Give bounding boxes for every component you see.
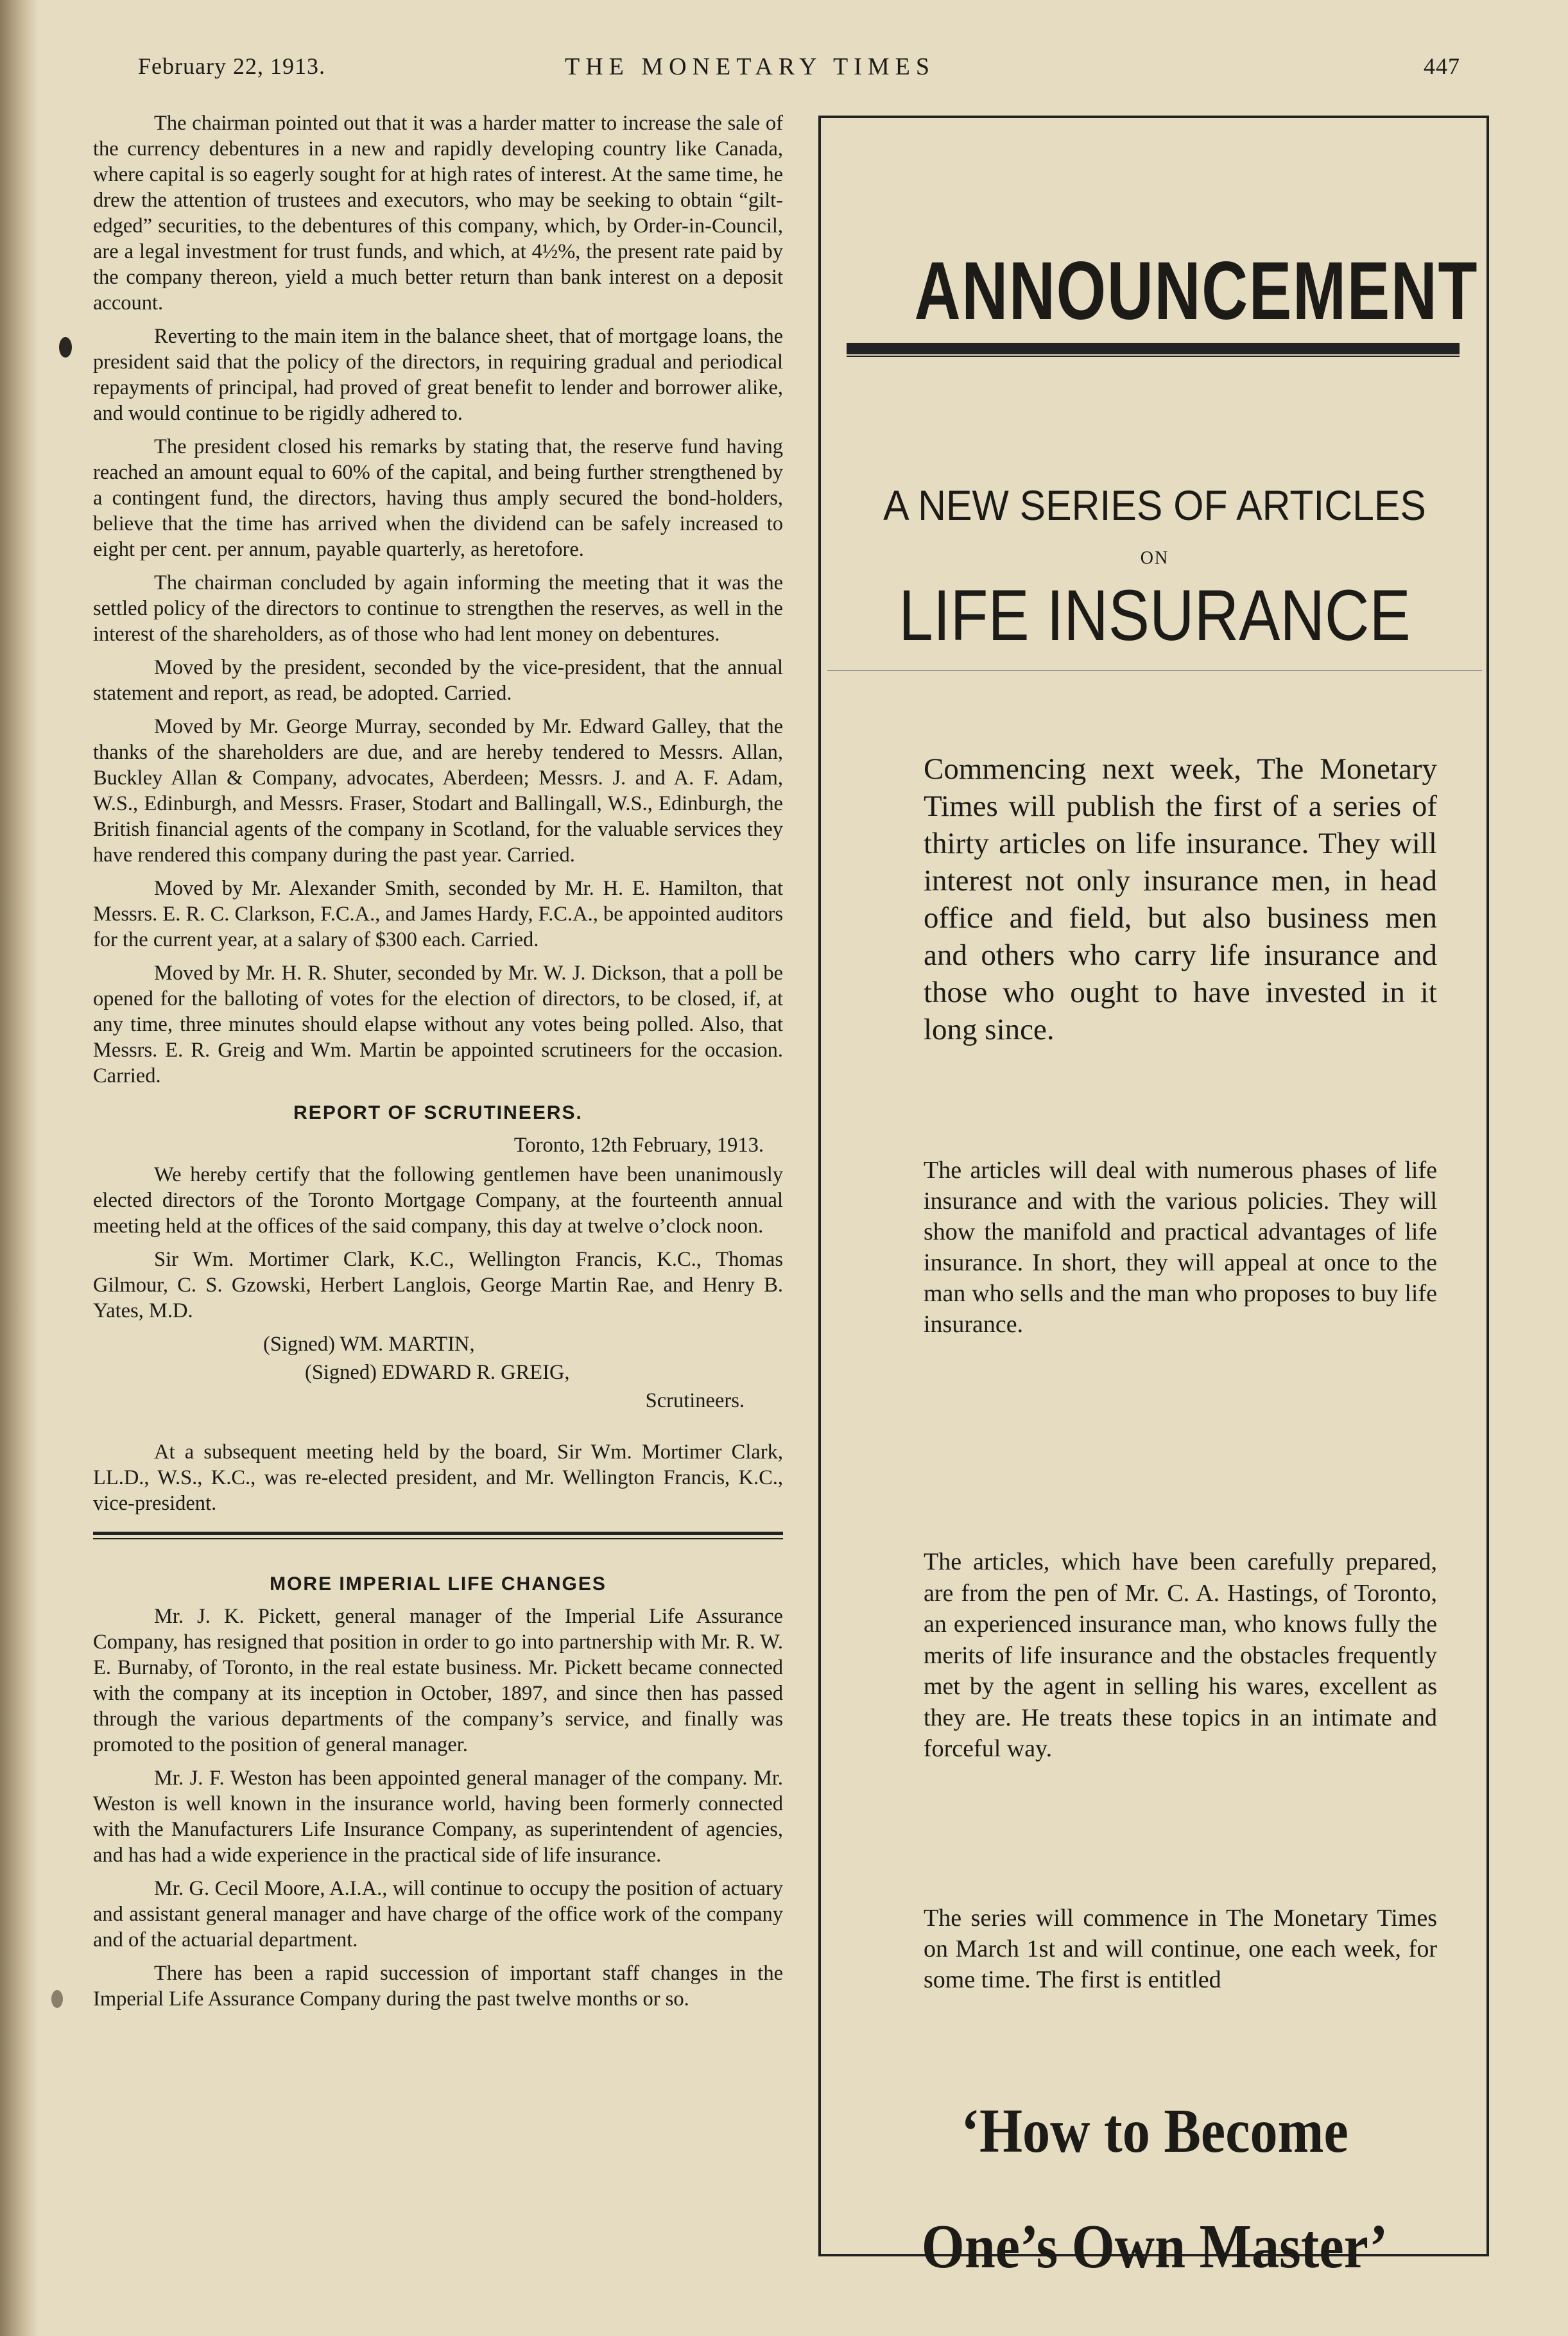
announcement-paragraph-1: Commencing next week, The Monetary Times will publish the first of a series of thirty articles on life insurance. They will interest not only insurance men, in head office and field, but also business men and others who carry life insurance and those who ought to have invested in it long since. [924, 752, 1437, 1046]
left-article-column [93, 110, 783, 2020]
paragraph: Reverting to the main item in the balance sheet, that of mortgage loans, the president said that the policy of the directors, in requiring gradual and periodical repayments of principal, had proved of great benefit to lender and borrower alike, and would continue to be rigidly adhered to. [93, 325, 783, 425]
announcement-subtitle: A NEW SERIES OF ARTICLES [883, 481, 1426, 529]
page-number: 447 [1424, 53, 1460, 79]
paragraph: The chairman concluded by again informing the meeting that it was the settled policy of the directors to continue to strengthen the reserves, as well in the interest of the shareholders, as of those who had lent money on debentures. [93, 571, 783, 646]
article-title-line-2: One’s Own Master’ [921, 2212, 1388, 2281]
announcement-title: ANNOUNCEMENT [914, 245, 1479, 337]
imperial-paragraph: Mr. J. F. Weston has been appointed general manager of the company. Mr. Weston is well known in the insurance world, having been formerly connected with the Manufacturers Life Insurance Company, as superintendent of agencies, and has had a wide experience in the practical side of life insurance. [93, 1767, 783, 1867]
issue-date: February 22, 1913. [138, 53, 325, 79]
paragraph: The chairman pointed out that it was a harder matter to increase the sale of the currency debentures in a new and rapidly developing country like Canada, where capital is so eagerly sought for at high rates of interest. At the same time, he drew the attention of trustees and executors, who may be seeking to obtain “gilt-edged” securities, to the debentures of this company, which, by Order-in-Council, are a legal investment for trust funds, and which, at 4½%, the present rate paid by the company thereon, yield a much better return than bank interest on a deposit account. [93, 112, 783, 315]
signature-role: Scrutineers. [645, 1389, 745, 1412]
paragraph: Moved by Mr. Alexander Smith, seconded by Mr. H. E. Hamilton, that Messrs. E. R. C. Clarkson, F.C.A., and James Hardy, F.C.A., be appointed auditors for the current year, at a salary of $300 each. Carried. [93, 877, 783, 951]
announcement-on: ON [1140, 548, 1169, 568]
running-header [138, 53, 1460, 91]
announcement-paragraph-4: The series will commence in The Monetary Times on March 1st and will continue, one each week, for some time. The first is entitled [924, 1905, 1437, 1993]
binding-hole-mark [51, 1990, 63, 2008]
announcement-subject: LIFE INSURANCE [899, 575, 1411, 655]
section-divider [93, 1532, 783, 1539]
announcement-advertisement [818, 116, 1489, 2281]
thin-divider [827, 670, 1482, 671]
binding-hole-mark [59, 337, 72, 358]
imperial-life-heading: MORE IMPERIAL LIFE CHANGES [270, 1573, 607, 1595]
paragraph: Moved by the president, seconded by the vice-president, that the annual statement and report, as read, be adopted. Carried. [93, 656, 783, 705]
paragraph: Moved by Mr. H. R. Shuter, seconded by Mr. W. J. Dickson, that a poll be opened for the balloting of votes for the election of directors, to be closed, if, at any time, three minutes should elapse without any votes being polled. Also, that Messrs. E. R. Greig and Wm. Martin be appointed scrutineers for the occasion. Carried. [93, 962, 783, 1087]
scrutineers-directors: Sir Wm. Mortimer Clark, K.C., Wellington Francis, K.C., Thomas Gilmour, C. S. Gzowski, Herbert Langlois, George Martin Rae, and Henry B. Yates, M.D. [93, 1248, 783, 1322]
signature-greig: (Signed) EDWARD R. GREIG, [305, 1361, 570, 1384]
scrutineers-heading: REPORT OF SCRUTINEERS. [293, 1102, 583, 1123]
imperial-paragraph: Mr. J. K. Pickett, general manager of the Imperial Life Assurance Company, has resigned that position in order to go into partnership with Mr. R. W. E. Burnaby, of Toronto, in the real estate business. Mr. Pickett became connected with the company at its inception in October, 1897, and since then has passed through the various departments of the company’s service, and finally was promoted to the position of general manager. [93, 1605, 783, 1756]
publication-title: THE MONETARY TIMES [565, 53, 935, 80]
paragraph: Moved by Mr. George Murray, seconded by Mr. Edward Galley, that the thanks of the shareholders are due, and are hereby tendered to Messrs. Allan, Buckley Allan & Company, advocates, Aberdeen; Messrs. J. and A. F. Adam, W.S., Edinburgh, and Messrs. Fraser, Stodart and Ballingall, W.S., Edinburgh, the British financial agents of the company in Scotland, for the valuable services they have rendered this company during the past year. Carried. [93, 715, 783, 867]
announcement-paragraph-2: The articles will deal with numerous phases of life insurance and with the various policies. They will show the manifold and practical advantages of life insurance. In short, they will appeal at once to the man who sells and the man who proposes to buy life insurance. [924, 1157, 1437, 1338]
announcement-rule [847, 343, 1460, 357]
scrutineers-paragraph: We hereby certify that the following gentlemen have been unanimously elected directors of the Toronto Mortgage Company, at the fourteenth annual meeting held at the offices of the said company, this day at twelve o’clock noon. [93, 1163, 783, 1238]
signature-martin: (Signed) WM. MARTIN, [263, 1333, 475, 1356]
page-binding-edge [0, 0, 39, 2336]
board-meeting-paragraph: At a subsequent meeting held by the board, Sir Wm. Mortimer Clark, LL.D., W.S., K.C., was re-elected president, and Mr. Wellington Francis, K.C., vice-president. [93, 1441, 783, 1515]
imperial-paragraph: Mr. G. Cecil Moore, A.I.A., will continue to occupy the position of actuary and assistant general manager and have charge of the office work of the company and of the actuarial department. [93, 1877, 783, 1951]
imperial-paragraph: There has been a rapid succession of important staff changes in the Imperial Life Assurance Company during the past twelve months or so. [93, 1962, 783, 2011]
paragraph: The president closed his remarks by stating that, the reserve fund having reached an amount equal to 60% of the capital, and being further strengthened by a contingent fund, the directors, having thus amply secured the bond-holders, believe that the time has arrived when the dividend can be safely increased to eight per cent. per annum, payable quarterly, as heretofore. [93, 435, 783, 561]
article-title-line-1: ‘How to Become [961, 2097, 1348, 2166]
announcement-paragraph-3: The articles, which have been carefully prepared, are from the pen of Mr. C. A. Hastings, of Toronto, an experienced insurance man, who knows fully the merits of life insurance and the obstacles frequently met by the agent in selling his wares, excellent as they are. He treats these topics in an intimate and forceful way. [924, 1548, 1437, 1762]
scrutineers-place-date: Toronto, 12th February, 1913. [513, 1134, 764, 1157]
